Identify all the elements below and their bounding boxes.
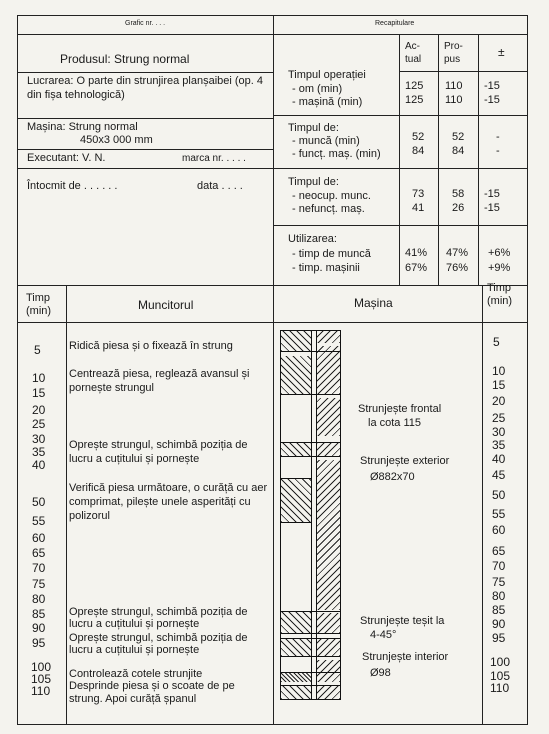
bar-separator (280, 351, 341, 352)
machine-busy-segment (317, 398, 340, 436)
worker-activity: Centrează piesa, reglează avansul și pornește strungul (69, 368, 250, 394)
recap-header-rule (399, 71, 527, 72)
recap-actual-1b: 125 (405, 94, 424, 106)
form-rule-4 (17, 168, 273, 169)
frame-bottom (17, 724, 527, 725)
product-line: Produsul: Strung normal (60, 52, 190, 66)
bar-separator (280, 442, 341, 443)
time-left-label: 80 (32, 592, 46, 606)
time-right-label: 80 (492, 589, 506, 603)
machine-activity: la cota 115 (368, 417, 422, 429)
recap-header-delta: ± (498, 45, 505, 59)
bar-separator (280, 478, 312, 479)
machine-activity: Strunjește frontal (358, 403, 442, 415)
form-rule-2 (17, 118, 273, 119)
worker-busy-segment (281, 685, 311, 699)
time-right-label: 110 (490, 681, 510, 695)
recap-label-2a: - muncă (min) (292, 135, 360, 147)
machine-activity: Strunjește exterior (360, 455, 450, 467)
bar-separator (280, 522, 312, 523)
recap-label-3a: - neocup. munc. (292, 190, 371, 202)
recap-actual-3a: 73 (412, 188, 425, 200)
worker-busy-segment (281, 611, 311, 633)
worker-busy-segment (281, 356, 311, 394)
time-right-label: 65 (492, 544, 506, 558)
worker-busy-segment (281, 331, 311, 351)
recap-proposed-2b: 84 (452, 145, 465, 157)
time-right-label: 55 (492, 507, 506, 521)
form-rule-1 (17, 72, 273, 73)
worker-busy-segment (281, 672, 311, 682)
frame-top (17, 15, 527, 16)
recap-actual-4b: 67% (405, 262, 428, 274)
header-divider (17, 34, 527, 35)
recap-delta-1b: -15 (484, 94, 500, 106)
recap-label-1a: - om (min) (292, 83, 343, 95)
worker-bar-edge (311, 330, 312, 700)
worker-activity: Oprește strungul, schimbă poziția de lucru a cuțitului și pornește (69, 439, 248, 465)
worker-activity: Ridică piesa și o fixează în strung (69, 340, 233, 352)
bar-separator (280, 633, 341, 634)
machine-idle-segment (317, 613, 340, 633)
time-right-label: 95 (492, 631, 506, 645)
mark-number: marca nr. . . . . (182, 153, 246, 164)
time-left-label: 55 (32, 514, 46, 528)
time-left-label: 10 (32, 371, 46, 385)
worker-busy-segment (281, 442, 311, 456)
recap-delta-3a: -15 (484, 188, 500, 200)
worker-activity: Controlează cotele strunjite (69, 668, 203, 680)
recap-label-4b: - timp. mașinii (292, 262, 360, 274)
bar-bottom (280, 699, 341, 700)
time-left-label: 110 (31, 684, 51, 698)
time-left-label: 60 (32, 531, 46, 545)
form-rule-3 (17, 149, 273, 150)
recap-header-actual: Ac- tual (405, 41, 422, 65)
time-right-label: 20 (492, 394, 506, 408)
table-header-rule (17, 322, 527, 323)
time-left-label: 70 (32, 561, 46, 575)
executant: Executant: V. N. (27, 152, 106, 164)
time-left-label: 40 (32, 458, 46, 472)
header-right: Recapitulare (375, 20, 415, 27)
time-right-label: 15 (492, 378, 506, 392)
recap-title-3: Timpul de: (288, 176, 339, 188)
time-right-label: 60 (492, 523, 506, 537)
time-right-label: 85 (492, 603, 506, 617)
recap-actual-1a: 125 (405, 80, 424, 92)
time-right-label: 70 (492, 559, 506, 573)
recap-col-actual (399, 35, 400, 285)
time-left-label: 5 (34, 343, 41, 357)
machine-size: 450x3 000 mm (80, 134, 153, 146)
machine-bar-edge (340, 330, 341, 700)
time-right-label: 30 (492, 425, 506, 439)
table-col-worker (273, 285, 274, 724)
bar-separator (280, 685, 341, 686)
time-right-label: 35 (492, 438, 506, 452)
recap-proposed-4a: 47% (446, 247, 469, 259)
table-col-time-left (66, 285, 67, 724)
recap-col-proposed (438, 35, 439, 285)
work-line: Lucrarea: O parte din strunjirea planșaibei (op. 4 din fișa tehnologică) (27, 75, 264, 101)
bar-separator (280, 672, 341, 673)
recap-proposed-2a: 52 (452, 131, 465, 143)
frame-right (527, 15, 528, 725)
header-left: Grafic nr. . . . (125, 20, 166, 27)
recap-rule-1 (273, 115, 527, 116)
machine-idle-segment (317, 685, 340, 699)
header-vertical (273, 15, 274, 285)
recap-delta-3b: -15 (484, 202, 500, 214)
time-right-label: 105 (490, 669, 511, 683)
recap-label-4a: - timp de muncă (292, 248, 371, 260)
recap-rule-3 (273, 225, 527, 226)
recap-label-3b: - nefuncț. maș. (292, 203, 365, 215)
machine-activity: Ø882x70 (370, 471, 415, 483)
recap-delta-2b: - (496, 145, 500, 157)
recap-proposed-1a: 110 (445, 80, 463, 92)
machine-idle-segment (317, 442, 340, 456)
recap-actual-2b: 84 (412, 145, 425, 157)
recap-delta-2a: - (496, 131, 500, 143)
time-left-label: 65 (32, 546, 46, 560)
time-right-label: 5 (493, 335, 500, 349)
frame-left (17, 15, 18, 725)
time-left-label: 15 (32, 386, 46, 400)
time-left-label: 30 (32, 432, 46, 446)
machine-activity: Strunjește interior (362, 651, 449, 663)
recap-delta-4a: +6% (488, 247, 511, 259)
machine-idle-segment (317, 638, 340, 656)
time-right-label: 40 (492, 452, 506, 466)
bar-separator (280, 656, 341, 657)
time-left-label: 25 (32, 417, 46, 431)
time-left-label: 20 (32, 403, 46, 417)
time-right-label: 10 (492, 364, 506, 378)
bar-separator (280, 456, 341, 457)
recap-rule-2 (273, 168, 527, 169)
recap-actual-4a: 41% (405, 247, 428, 259)
time-right-label: 100 (490, 655, 511, 669)
worker-activity: Oprește strungul, schimbă poziția de lucru a cuțitului și pornește (69, 632, 248, 656)
machine-activity: 4-45° (370, 629, 397, 641)
date-field: data . . . . (197, 180, 243, 192)
machine-idle-segment (317, 346, 340, 394)
bar-separator (280, 638, 341, 639)
time-right-label: 50 (492, 488, 506, 502)
time-right-label: 75 (492, 575, 506, 589)
recap-title-2: Timpul de: (288, 122, 339, 134)
recap-delta-4b: +9% (488, 262, 511, 274)
machine-header: Mașina (354, 296, 393, 310)
recap-proposed-4b: 76% (446, 262, 469, 274)
machine-activity: Strunjește teșit la (360, 615, 445, 627)
recap-delta-1a: -15 (484, 80, 500, 92)
recap-proposed-3a: 58 (452, 188, 465, 200)
machine-busy-segment (317, 660, 340, 682)
recap-actual-3b: 41 (412, 202, 425, 214)
worker-activity: Oprește strungul, schimbă poziția de lucru a cuțitului și pornește (69, 606, 248, 630)
recap-label-2b: - funcț. maș. (min) (292, 148, 381, 160)
bar-separator (280, 394, 341, 395)
bar-separator (280, 611, 341, 612)
time-left-header: Timp (min) (26, 292, 52, 317)
time-right-label: 90 (492, 617, 506, 631)
worker-activity: Verifică piesa următoare, o curăță cu aer comprimat, pilește unele asperități cu polizorul (69, 482, 268, 522)
recap-header-proposed: Pro- pus (444, 41, 463, 65)
time-right-label: 45 (492, 468, 506, 482)
time-left-label: 100 (31, 660, 52, 674)
time-left-label: 75 (32, 577, 46, 591)
recap-actual-2a: 52 (412, 131, 425, 143)
machine-line: Mașina: Strung normal (27, 121, 138, 133)
worker-activity: Desprinde piesa și o scoate de pe strung. Apoi curăță șpanul (69, 680, 235, 705)
machine-activity: Ø98 (370, 667, 391, 679)
table-top (17, 285, 527, 286)
recap-proposed-3b: 26 (452, 202, 465, 214)
time-right-label: 25 (492, 411, 506, 425)
time-left-label: 50 (32, 495, 46, 509)
time-left-label: 85 (32, 607, 46, 621)
recap-title-1: Timpul operației (288, 69, 366, 81)
recap-proposed-1b: 110 (445, 94, 463, 106)
recap-title-4: Utilizarea: (288, 233, 337, 245)
time-left-label: 35 (32, 445, 46, 459)
machine-idle-segment (317, 331, 340, 343)
prepared-by: Întocmit de . . . . . . (27, 180, 118, 192)
recap-col-delta (478, 35, 479, 285)
table-col-time-right (482, 285, 483, 724)
worker-header: Muncitorul (138, 298, 194, 312)
recap-label-1b: - mașină (min) (292, 96, 363, 108)
machine-busy-segment (317, 460, 340, 610)
worker-busy-segment (281, 638, 311, 656)
time-left-label: 95 (32, 636, 46, 650)
worker-busy-segment (281, 478, 311, 522)
time-left-label: 105 (31, 672, 52, 686)
time-right-header: Timp (min) (487, 282, 513, 307)
time-left-label: 90 (32, 621, 46, 635)
